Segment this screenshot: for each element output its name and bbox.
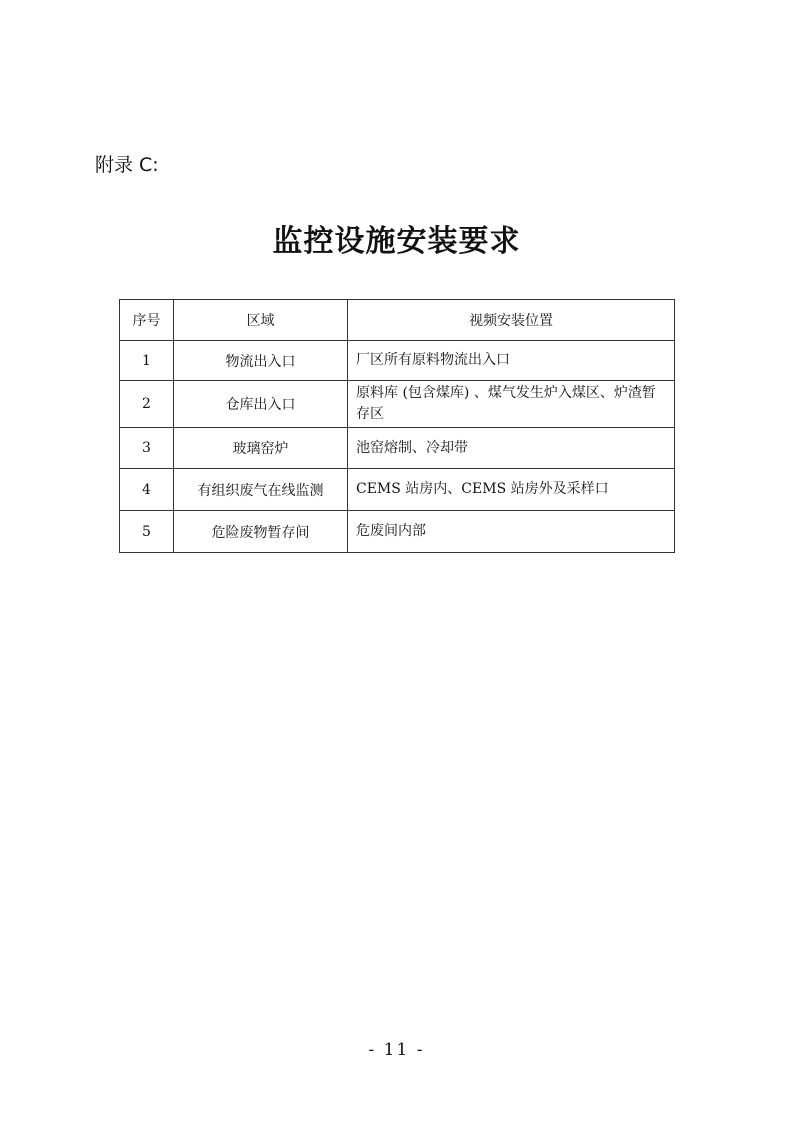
row-location: 危废间内部 bbox=[348, 511, 675, 553]
table-row bbox=[120, 381, 675, 428]
row-location: CEMS 站房内、CEMS 站房外及采样口 bbox=[348, 469, 675, 511]
row-index: 1 bbox=[120, 341, 174, 381]
header-index: 序号 bbox=[120, 300, 174, 341]
row-index: 5 bbox=[120, 511, 174, 553]
table-row bbox=[120, 469, 675, 511]
row-area: 有组织废气在线监测 bbox=[174, 469, 348, 511]
row-index: 4 bbox=[120, 469, 174, 511]
row-location: 池窑熔制、冷却带 bbox=[348, 428, 675, 469]
row-index: 3 bbox=[120, 428, 174, 469]
row-location: 厂区所有原料物流出入口 bbox=[348, 341, 675, 381]
page-title: 监控设施安装要求 bbox=[272, 224, 521, 259]
row-area: 危险废物暂存间 bbox=[174, 511, 348, 553]
header-area: 区域 bbox=[174, 300, 348, 341]
table-row bbox=[120, 341, 675, 381]
row-area: 物流出入口 bbox=[174, 341, 348, 381]
row-location: 原料库 (包含煤库) 、煤气发生炉入煤区、炉渣暂存区 bbox=[348, 381, 675, 428]
table-row bbox=[120, 511, 675, 553]
row-area: 玻璃窑炉 bbox=[174, 428, 348, 469]
header-location: 视频安装位置 bbox=[348, 300, 675, 341]
row-area: 仓库出入口 bbox=[174, 381, 348, 428]
row-index: 2 bbox=[120, 381, 174, 428]
page-number: - 11 - bbox=[368, 1040, 425, 1060]
table-header-row bbox=[120, 300, 675, 341]
requirements-table bbox=[119, 299, 675, 553]
appendix-label: 附录 C: bbox=[95, 154, 159, 176]
table-row bbox=[120, 428, 675, 469]
